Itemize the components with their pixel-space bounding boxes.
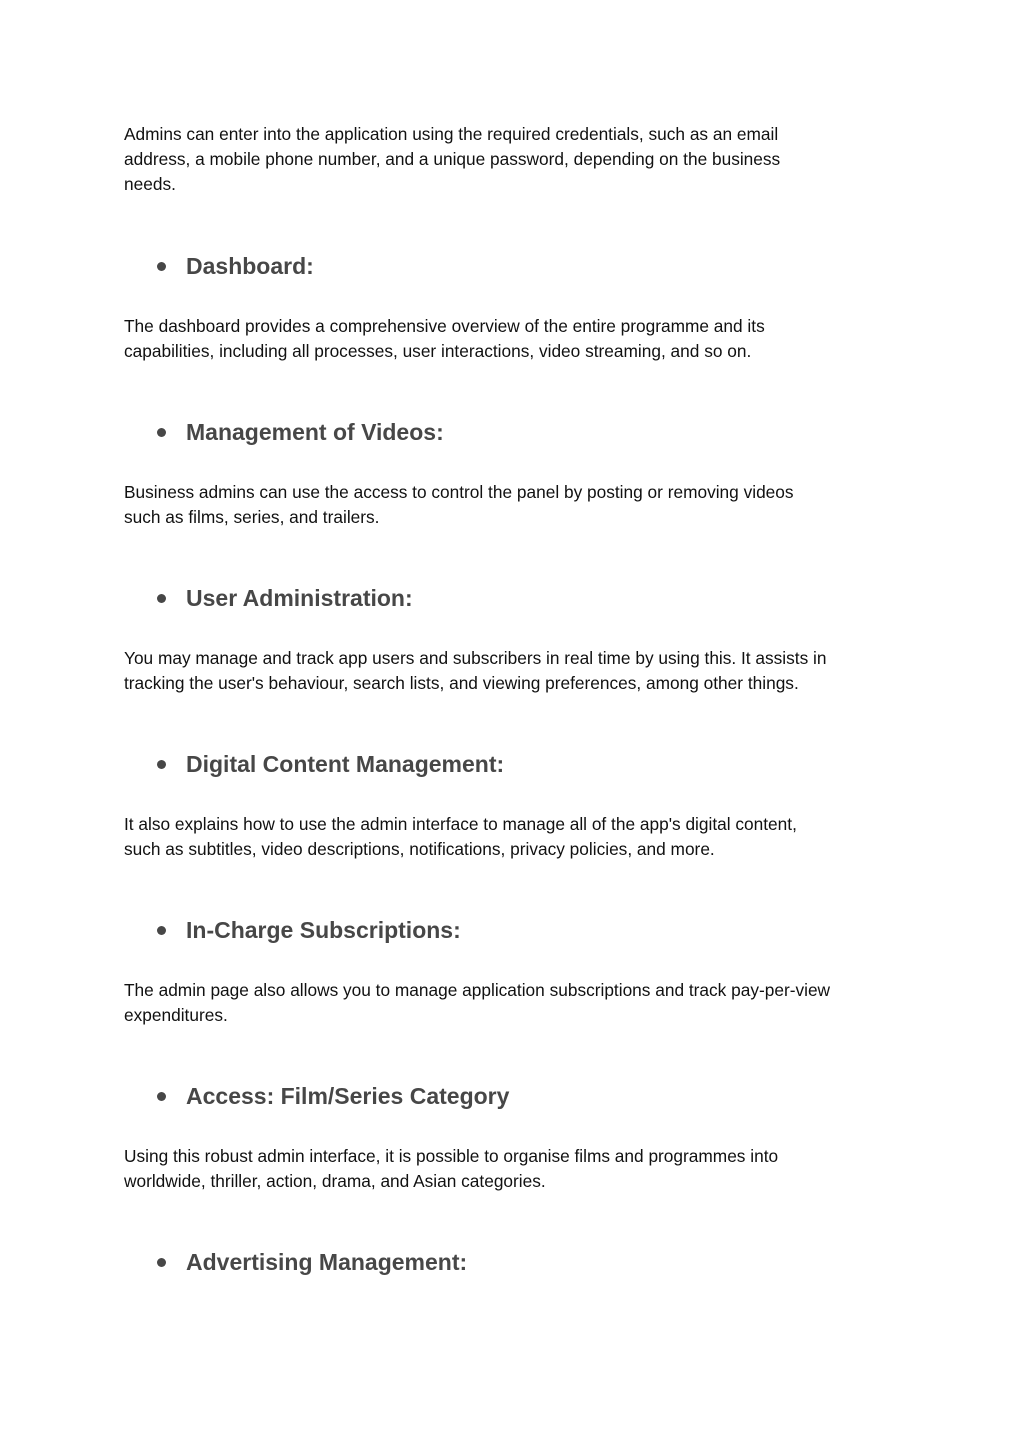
section-heading-text: Digital Content Management:	[186, 750, 505, 777]
bullet-icon	[157, 594, 166, 603]
paragraph-line: Using this robust admin interface, it is possible to organise films and programmes into	[124, 1146, 779, 1166]
section-heading-film-series-category	[157, 1081, 509, 1111]
section-heading-text: Dashboard:	[186, 252, 314, 279]
paragraph-line: worldwide, thriller, action, drama, and Asian categories.	[124, 1171, 546, 1191]
section-paragraph-user-administration	[124, 646, 914, 696]
paragraph-line: The dashboard provides a comprehensive overview of the entire programme and its	[124, 316, 765, 336]
intro-paragraph	[124, 122, 914, 197]
paragraph-line: such as subtitles, video descriptions, notifications, privacy policies, and more.	[124, 839, 715, 859]
section-paragraph-dashboard	[124, 314, 914, 364]
intro-line: Admins can enter into the application using the required credentials, such as an email	[124, 124, 779, 144]
bullet-icon	[157, 760, 166, 769]
section-heading-text: Access: Film/Series Category	[186, 1082, 510, 1109]
paragraph-line: expenditures.	[124, 1005, 228, 1025]
paragraph-line: It also explains how to use the admin interface to manage all of the app's digital content,	[124, 814, 797, 834]
section-paragraph-in-charge-subscriptions	[124, 978, 914, 1028]
bullet-icon	[157, 262, 166, 271]
section-paragraph-film-series-category	[124, 1144, 914, 1194]
intro-line: needs.	[124, 174, 176, 194]
section-paragraph-management-of-videos	[124, 480, 914, 530]
paragraph-line: The admin page also allows you to manage application subscriptions and track pay-per-view	[124, 980, 831, 1000]
section-heading-digital-content-management	[157, 749, 504, 779]
section-heading-in-charge-subscriptions	[157, 915, 461, 945]
bullet-icon	[157, 926, 166, 935]
paragraph-line: You may manage and track app users and subscribers in real time by using this. It assists in	[124, 648, 827, 668]
section-heading-text: In-Charge Subscriptions:	[186, 916, 461, 943]
paragraph-line: Business admins can use the access to control the panel by posting or removing videos	[124, 482, 794, 502]
intro-line: address, a mobile phone number, and a unique password, depending on the business	[124, 149, 781, 169]
bullet-icon	[157, 428, 166, 437]
bullet-icon	[157, 1092, 166, 1101]
paragraph-line: such as films, series, and trailers.	[124, 507, 380, 527]
section-heading-text: User Administration:	[186, 584, 413, 611]
section-heading-advertising-management	[157, 1247, 467, 1277]
section-heading-text: Management of Videos:	[186, 418, 444, 445]
section-heading-text: Advertising Management:	[186, 1248, 468, 1275]
section-heading-management-of-videos	[157, 417, 444, 447]
paragraph-line: tracking the user's behaviour, search lists, and viewing preferences, among other things.	[124, 673, 799, 693]
paragraph-line: capabilities, including all processes, user interactions, video streaming, and so on.	[124, 341, 752, 361]
bullet-icon	[157, 1258, 166, 1267]
section-heading-user-administration	[157, 583, 413, 613]
section-heading-dashboard	[157, 251, 314, 281]
section-paragraph-digital-content-management	[124, 812, 914, 862]
